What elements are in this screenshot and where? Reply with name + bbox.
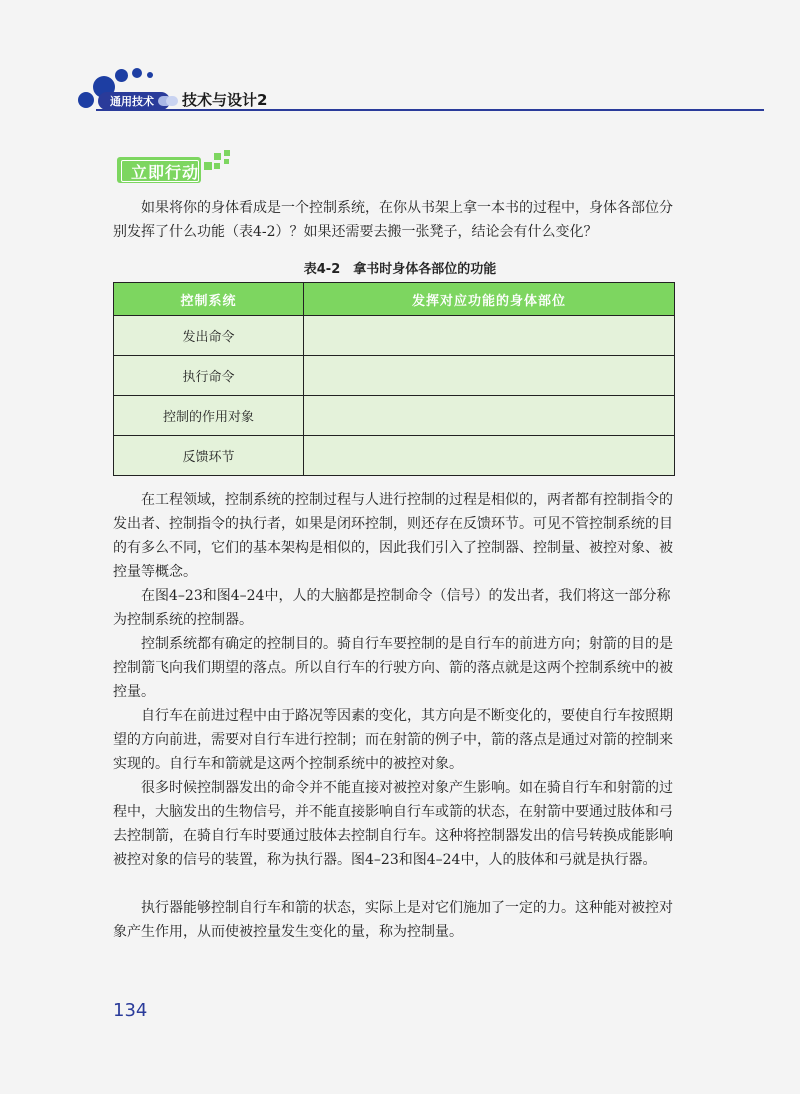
body-paragraph: 在图4–23和图4–24中，人的大脑都是控制命令（信号）的发出者，我们将这一部分称为控制系统的控制器。 — [113, 588, 671, 628]
page-number: 134 — [113, 1000, 148, 1021]
decor-square — [214, 163, 220, 169]
table-header-row — [114, 283, 675, 316]
body-paragraph: 在工程领域，控制系统的控制过程与人进行控制的过程是相似的，两者都有控制指令的发出者、控制指令的执行者，如果是闭环控制，则还存在反馈环节。可见不管控制系统的目的有多么不同，它们的基本架构是相似的，因此我们引入了控制器、控制量、被控对象、被控量等概念。 — [113, 492, 673, 580]
table-row — [114, 316, 675, 356]
table-row — [114, 396, 675, 436]
row-label: 发出命令 — [114, 316, 304, 356]
decor-dot — [132, 68, 142, 78]
section-label: 立即行动 — [131, 163, 200, 182]
row-label: 执行命令 — [114, 356, 304, 396]
column-header: 发挥对应功能的身体部位 — [304, 283, 675, 316]
body-paragraph: 自行车在前进过程中由于路况等因素的变化，其方向是不断变化的，要使自行车按照期望的方向前进，需要对自行车进行控制；而在射箭的例子中，箭的落点是通过对箭的控制来实现的。自行车和箭就是这两个控制系统中的被控对象。 — [113, 708, 673, 772]
function-table — [113, 282, 675, 476]
row-label: 控制的作用对象 — [114, 396, 304, 436]
row-answer-cell — [304, 396, 675, 436]
body-paragraph: 执行器能够控制自行车和箭的状态，实际上是对它们施加了一定的力。这种能对被控对象产生作用，从而使被控量发生变化的量，称为控制量。 — [113, 900, 673, 940]
decor-dot — [147, 72, 153, 78]
book-title: 技术与设计2 — [182, 91, 268, 109]
row-answer-cell — [304, 356, 675, 396]
column-header: 控制系统 — [114, 283, 304, 316]
header-series-tag: 通用技术 — [110, 95, 154, 108]
decor-dot — [115, 69, 128, 82]
decor-square — [204, 162, 212, 170]
decor-dot — [78, 92, 94, 108]
row-label: 反馈环节 — [114, 436, 304, 476]
decor-square — [224, 159, 229, 164]
body-paragraph: 很多时候控制器发出的命令并不能直接对被控对象产生影响。如在骑自行车和射箭的过程中，大脑发出的生物信号，并不能直接影响自行车或箭的状态，在射箭中要通过肢体和弓去控制箭，在骑自行车时要通过肢体去控制自行车。这种将控制器发出的信号转换成能影响被控对象的信号的装置，称为执行器。图4–23和图4–24中，人的肢体和弓就是执行器。 — [113, 780, 673, 868]
table-row — [114, 436, 675, 476]
row-answer-cell — [304, 316, 675, 356]
row-answer-cell — [304, 436, 675, 476]
decor-square — [214, 153, 221, 160]
table-caption: 表4-2 拿书时身体各部位的功能 — [303, 262, 497, 277]
decor-square — [224, 150, 230, 156]
page-header — [0, 0, 800, 120]
header-rule — [96, 109, 764, 111]
decor-pill — [166, 96, 178, 106]
table-row — [114, 356, 675, 396]
intro-paragraph: 如果将你的身体看成是一个控制系统，在你从书架上拿一本书的过程中，身体各部位分别发挥了什么功能（表4-2）？如果还需要去搬一张凳子，结论会有什么变化？ — [113, 200, 673, 240]
body-paragraph: 控制系统都有确定的控制目的。骑自行车要控制的是自行车的前进方向；射箭的目的是控制箭飞向我们期望的落点。所以自行车的行驶方向、箭的落点就是这两个控制系统中的被控量。 — [113, 636, 673, 700]
